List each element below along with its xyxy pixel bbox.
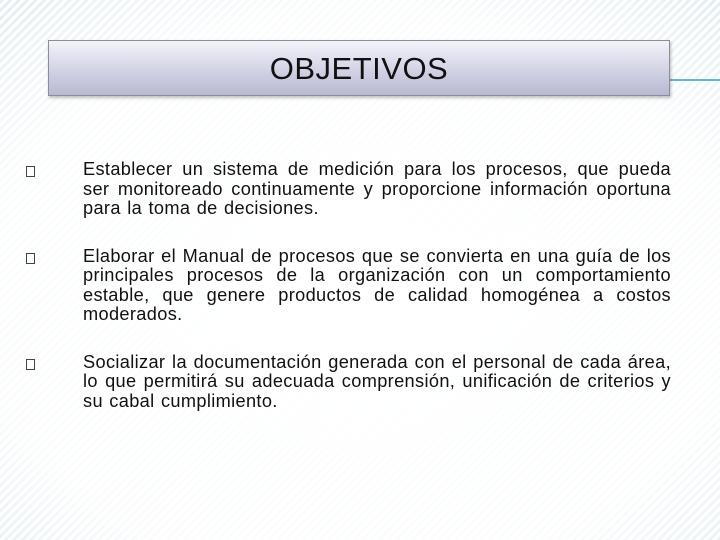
- bullet-item: [26, 353, 671, 412]
- title-box: [48, 40, 670, 96]
- slide-title: OBJETIVOS: [269, 51, 449, 86]
- bullet-text: Socializar la documentación generada con el personal de cada área, lo que permitirá su adecuada comprensión, unificación de criterios y su cabal cumplimiento.: [83, 351, 671, 411]
- square-bullet-icon: [26, 359, 35, 370]
- bullet-text: Elaborar el Manual de procesos que se convierta en una guía de los principales procesos de la organización con un comportamiento estable, que genere productos de calidad homogénea a costos moderados.: [83, 245, 671, 324]
- title-accent-line: [670, 79, 720, 81]
- square-bullet-icon: [26, 166, 35, 177]
- square-bullet-icon: [26, 253, 35, 264]
- bullet-list: [26, 160, 671, 439]
- bullet-item: [26, 160, 671, 219]
- bullet-item: [26, 247, 671, 325]
- bullet-text: Establecer un sistema de medición para los procesos, que pueda ser monitoreado continuamente y proporcione información oportuna para la toma de decisiones.: [83, 159, 671, 218]
